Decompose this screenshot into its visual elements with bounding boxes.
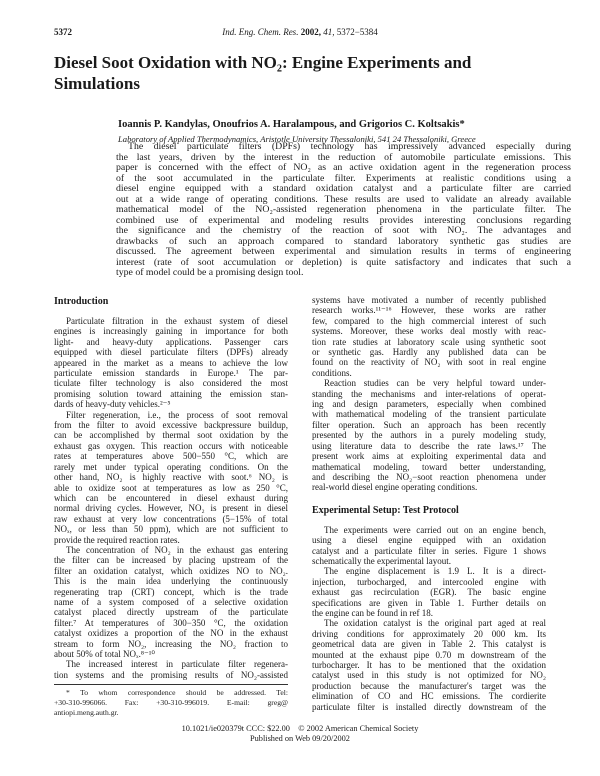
abstract-line: drawbacks of such an approach compared to standard laboratory synthetic gas studies are <box>116 235 571 247</box>
abstract-line: paper is concerned with the effect of NO₂ as an active oxidation agent in the regeneration process <box>116 162 571 173</box>
author-list: Ioannis P. Kandylas, Onoufrios A. Haralampous, and Grigorios C. Koltsakis* <box>118 119 465 130</box>
footnote-line: * To whom correspondence should be addressed. Tel: <box>66 688 288 697</box>
paragraph-line: filter an oxidation catalyst, which oxidizes NO to NO₂. <box>54 565 288 576</box>
paragraph-line: raw exhaust at very low concentrations (5−15% of total <box>54 513 288 524</box>
paragraph-line: The experiments were carried out on an engine bench, <box>324 524 546 535</box>
paragraph-line: can be accomplished by thermal soot oxidation by the <box>54 430 288 441</box>
abstract-line: combined use of experimental and modeling results provides interesting conclusions regarding <box>116 214 571 226</box>
paragraph-line: engines is increasingly gaining in importance for both <box>54 326 288 337</box>
journal-pages: 5372−5384 <box>336 27 378 37</box>
section-heading: Experimental Setup: Test Protocol <box>312 504 459 516</box>
paper-title: Diesel Soot Oxidation with NO₂: Engine Experiments and Simulations <box>54 53 472 93</box>
paragraph-line: light- and heavy-duty applications. Passenger cars <box>54 336 288 347</box>
paragraph-line: catalyst and a particulate filter in series. Figure 1 shows <box>312 545 546 556</box>
paragraph-line: schematically the experimental layout. <box>312 555 451 566</box>
footnote-line: +30-310-996066. Fax: +30-310-996019. E-mail: greg@ <box>54 698 288 707</box>
paragraph-line: or synthetic gas. Hardly any published data can be <box>312 347 546 358</box>
heading-spacer <box>54 308 288 316</box>
paragraph-line: from the filter to avoid excessive backpressure buildup, <box>54 420 288 431</box>
paragraph-line: turbocharger. It has to be mentioned that the oxidation <box>312 660 546 670</box>
paragraph-line: systems. Moreover, these works deal mostly with reac- <box>312 326 546 337</box>
paragraph-line: production because the manufacturer's target was the <box>312 680 546 691</box>
page-footer <box>0 724 600 744</box>
paragraph-line: particulate filter is installed directly downstream of the <box>312 701 546 712</box>
paragraph-line: using a diesel engine equipped with an oxidation <box>312 535 546 546</box>
paragraph-line: injection, turbocharged, and intercooled engine with <box>312 576 546 587</box>
paragraph-line: conditions. <box>312 367 352 378</box>
paragraph-line: This is the main idea underlying the continuously <box>54 576 288 587</box>
paragraph-line: appeared in the market as a means to achieve the low <box>54 357 288 368</box>
paragraph-line: rarely met under typical operating conditions. On the <box>54 461 288 472</box>
right-column <box>312 295 546 712</box>
paragraph-line: exhaust gas oxygen. This reaction occurs with noticeable <box>54 440 288 451</box>
paragraph-line: research works.¹¹⁻¹⁶ However, these works are rather <box>312 305 546 316</box>
paragraph-line: using literature data to describe the rate laws.¹⁷ The <box>312 440 546 451</box>
abstract-line: discussed. The agreement between experimental and simulation results in terms of engineering <box>116 246 571 257</box>
abstract-line: of the soot accumulated in the particulate filter. Experiments at realistic conditions using a <box>116 172 571 184</box>
paragraph-line: NOₓ, or less than 50 ppm), which are not sufficient to <box>54 524 288 535</box>
paragraph-line: able to oxidize soot at temperatures as low as 250 °C, <box>54 482 288 493</box>
journal-citation <box>0 27 600 37</box>
paragraph-line: Filter regeneration, i.e., the process of soot removal <box>66 409 288 420</box>
abstract-line: mathematical model of the NO₂-assisted regeneration phenomena in the particulate filter. The <box>116 204 571 215</box>
paragraph-line: with mathematical modeling of the transient particulate <box>312 409 546 420</box>
paragraph-line: promising solution toward attaining the emission stan- <box>54 388 288 399</box>
paragraph-line: mounted at the exhaust pipe 0.70 m downstream of the <box>312 649 546 660</box>
paragraph-line: and describing the NO₂−soot reaction phenomena under <box>312 471 546 482</box>
paragraph-line: the filter can be increased by placing upstream of the <box>54 555 288 566</box>
paragraph-line: tion systems and the promising results of NO₂-assisted <box>54 669 288 680</box>
footnote-line: antiopi.meng.auth.gr. <box>54 708 119 717</box>
paragraph-line: real-world diesel engine operating conditions. <box>312 482 478 493</box>
abstract-line: diesel engine equipped with a standard oxidation catalyst and a particulate filter are carried <box>116 183 571 194</box>
paragraph-line: normal driving cycles. However, NO₂ is present in diesel <box>54 503 288 514</box>
paragraph-line: The oxidation catalyst is the original part aged at real <box>324 618 546 629</box>
abstract-line: The diesel particulate filters (DPFs) technology has impressively advanced especially during <box>128 141 571 152</box>
paragraph-line: exhaust gas recirculation (EGR). The basic engine <box>312 587 546 598</box>
section-spacer <box>312 493 546 505</box>
abstract-line: interest (rate of soot accumulation or depletion) is quite satisfactory and indicates that such a <box>116 256 571 268</box>
paragraph-line: rates at temperatures above 500−550 °C, which are <box>54 451 288 462</box>
paragraph-line: regenerating trap (CRT) concept, which is the trade <box>54 586 288 597</box>
footnote-divider <box>54 684 288 685</box>
paragraph-line: catalyst placed directly upstream of the particulate <box>54 607 288 618</box>
paragraph-line: The increased interest in particulate filter regenera- <box>66 659 288 670</box>
paragraph-line: The engine displacement is 1.9 L. It is a direct- <box>324 566 546 577</box>
affiliation: Laboratory of Applied Thermodynamics, Aristotle University Thessaloniki, 541 24 Thessaloniki, Greece <box>118 134 476 144</box>
paragraph-line: which can be encountered in diesel exhaust during <box>54 492 288 503</box>
abstract <box>116 142 571 279</box>
journal-year: 2002, <box>300 27 321 37</box>
paragraph-line: tion rate studies at laboratory scale using synthetic soot <box>312 336 546 347</box>
paragraph-line: found on the reactivity of NO₂ with soot in real engine <box>312 357 546 368</box>
abstract-line: type of model could be a promising design tool. <box>116 267 304 278</box>
paragraph-line: catalyst oxidizes a proportion of the NO in the exhaust <box>54 628 288 639</box>
abstract-line: the significance and the chemistry of the reaction of soot with NO₂. The advantages and <box>116 225 571 236</box>
paragraph-line: elimination of CO and HC emissions. The cordierite <box>312 691 546 702</box>
paragraph-line: particulate emission standards in Europe.¹ The par- <box>54 368 288 379</box>
journal-volume: 41, <box>323 27 335 37</box>
paragraph-line: Reaction studies can be very helpful toward under- <box>324 378 546 389</box>
paragraph-line: mathematical modeling, toward better understanding, <box>312 461 546 472</box>
paragraph-line: ticulate filter technology is also considered the most <box>54 378 288 389</box>
paragraph-line: specifications are given in Table 1. Further details on <box>312 597 546 608</box>
paragraph-line: ing and design parameters, especially when combined <box>312 399 546 410</box>
paragraph-line: about 50% of total NOₓ.⁸⁻¹⁰ <box>54 649 156 659</box>
paragraph-line: standing the mechanisms and inter-relations of operat- <box>312 388 546 399</box>
journal-name: Ind. Eng. Chem. Res. <box>222 27 299 37</box>
paragraph-line: Particulate filtration in the exhaust system of diesel <box>66 316 288 326</box>
paragraph-line: presented by the authors in a purely modeling study, <box>312 430 546 441</box>
paragraph-line: dards of heavy-duty vehicles.²⁻⁵ <box>54 399 171 410</box>
paragraph-line: other hand, NO₂ is highly reactive with soot.⁶ NO₂ is <box>54 472 288 483</box>
paragraph-line: stream to form NO₂, increasing the NO₂ fraction to <box>54 638 288 649</box>
left-column <box>54 296 288 680</box>
paragraph-line: few, compared to the high commercial interest of such <box>312 315 546 326</box>
paragraph-line: name of a system composed of a selective oxidation <box>54 596 288 607</box>
paragraph-line: equipped with diesel particulate filters (DPFs) already <box>54 347 288 358</box>
paragraph-line: geometrical data are given in Table 2. This catalyst is <box>312 639 546 650</box>
paragraph-line: driving conditions for approximately 20 000 km. Its <box>312 628 546 639</box>
footnote <box>54 688 288 718</box>
paragraph-line: provide the required reaction rates. <box>54 534 180 545</box>
paragraph-line: The concentration of NO₂ in the exhaust gas entering <box>66 544 288 555</box>
page-number: 5372 <box>54 27 72 37</box>
section-heading: Introduction <box>54 296 109 307</box>
abstract-line: out at a wide range of operating conditions. These results are used to validate an already available <box>116 193 571 205</box>
abstract-line: the last years, driven by the interest in the reduction of automobile particulate emissions. This <box>116 151 571 163</box>
paragraph-line: systems have motivated a number of recently published <box>312 295 546 305</box>
paragraph-line: filter operation. Such an approach has been recently <box>312 419 546 430</box>
doi-copyright-line: 10.1021/ie020379t CCC: $22.00 © 2002 American Chemical Society <box>181 724 419 733</box>
paragraph-line: the engine can be found in ref 18. <box>312 607 433 618</box>
paragraph-line: present work aims at exploiting experimental data and <box>312 451 546 462</box>
publication-date: Published on Web 09/20/2002 <box>250 734 350 743</box>
paragraph-line: catalyst used in this study is not optimized for NO₂ <box>312 670 546 681</box>
paragraph-line: filter.⁷ At temperatures of 300−350 °C, the oxidation <box>54 617 288 628</box>
heading-spacer <box>312 517 546 525</box>
